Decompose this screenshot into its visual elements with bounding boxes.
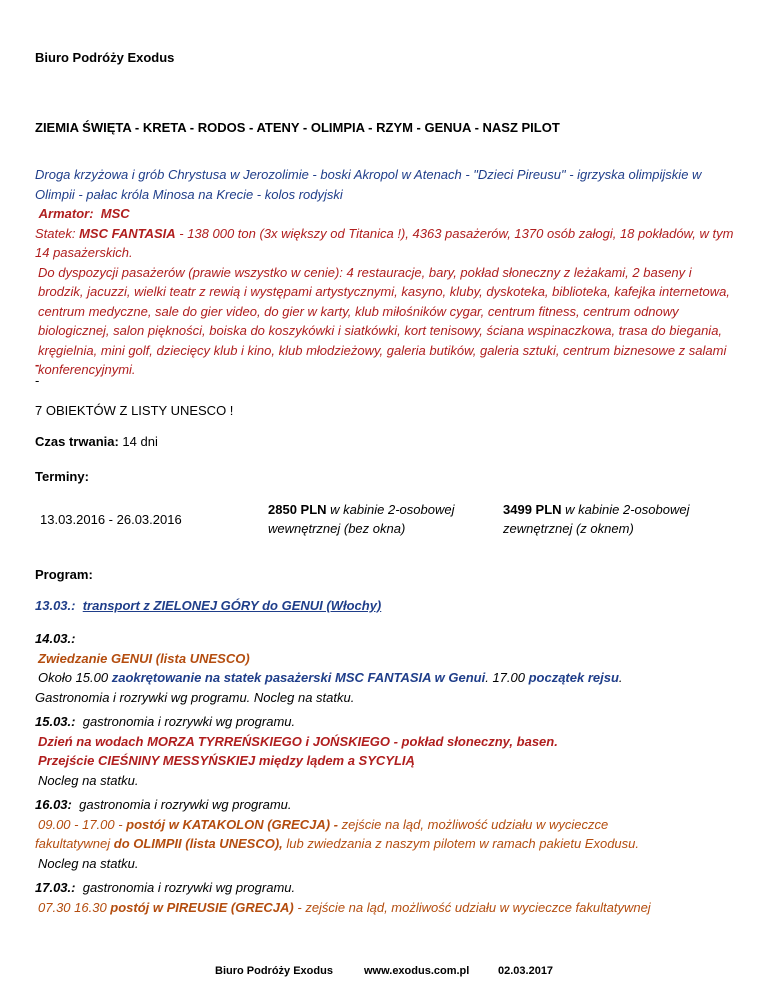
price-outer-amount: 3499 PLN xyxy=(503,502,562,517)
day-13-text: transport z ZIELONEJ GÓRY do GENUI (Włochy) xyxy=(82,598,382,613)
ship-label: Statek: xyxy=(35,225,76,241)
price-outer-desc1: w kabinie 2-osobowej xyxy=(561,502,690,517)
intro-block xyxy=(35,165,735,380)
footer-company: Biuro Podróży Exodus xyxy=(215,965,333,977)
intro-highlights: Droga krzyżowa i grób Chrystusa w Jerozolimie - boski Akropol w Atenach - "Dzieci Pireusu" - igrzyska olimpijskie w Olimpii - pałac króla Minosa na Krecie - kolos rodyjski xyxy=(35,167,702,202)
day-14-line3: Gastronomia i rozrywki wg programu. Nocleg na statku. xyxy=(35,689,355,705)
day-14-mid: . 17.00 xyxy=(485,670,529,685)
duration-line xyxy=(35,434,158,449)
day-15-line1: gastronomia i rozrywki wg programu. xyxy=(82,714,296,729)
dash-red: - xyxy=(35,357,40,372)
day-16-time: 09.00 - 17.00 - xyxy=(38,816,127,832)
dash-black: - xyxy=(35,373,40,388)
terms-label: Terminy: xyxy=(35,469,89,484)
day-16-line4: Nocleg na statku. xyxy=(38,855,139,871)
footer-url: www.exodus.com.pl xyxy=(364,965,470,977)
program-day-15 xyxy=(35,712,558,790)
day-16-guide: lub zwiedzania z naszym pilotem w ramach pakietu Exodusu. xyxy=(282,836,640,851)
program-day-17 xyxy=(35,878,651,917)
day-14-end: . xyxy=(618,670,623,685)
day-16-stop: postój w KATAKOLON (GRECJA) - xyxy=(126,816,339,832)
day-15-line3: Przejście CIEŚNINY MESSYŃSKIEJ między lądem a SYCYLIĄ xyxy=(38,753,415,768)
day-14-time: Około 15.00 xyxy=(38,670,112,685)
day-13-date: 13.03.: xyxy=(35,598,76,613)
unesco-line: 7 OBIEKTÓW Z LISTY UNESCO ! xyxy=(35,403,234,418)
day-14-cruise-start: początek rejsu xyxy=(528,670,619,685)
day-16-date: 16.03: xyxy=(35,797,72,812)
day-17-time: 07.30 16.30 xyxy=(38,899,111,915)
armator-label: Armator: xyxy=(38,206,94,221)
program-day-16 xyxy=(35,795,639,873)
armator-value: MSC xyxy=(100,206,130,221)
ship-details: - 138 000 ton (3x większy od Titanica !), 4363 pasażerów, 1370 osób załogi, 18 pokładów, w tym 14 pasażerskich. xyxy=(35,225,734,260)
day-15-line2: Dzień na wodach MORZA TYRREŃSKIEGO i JOŃSKIEGO - pokład słoneczny, basen. xyxy=(38,733,558,749)
day-16-optional: fakultatywnej xyxy=(35,836,114,851)
day-17-line2 xyxy=(35,898,651,918)
day-14-date: 14.03.: xyxy=(35,631,76,646)
price-inner-desc2: wewnętrznej (bez okna) xyxy=(268,521,406,536)
duration-value: 14 dni xyxy=(118,434,158,449)
day-17-line1: gastronomia i rozrywki wg programu. xyxy=(82,880,296,895)
term-date: 13.03.2016 - 26.03.2016 xyxy=(40,512,182,527)
company-header: Biuro Podróży Exodus xyxy=(35,50,175,65)
duration-label: Czas trwania: xyxy=(35,434,119,449)
price-outer-cabin xyxy=(503,500,689,538)
armator-line xyxy=(35,204,735,224)
day-14-line1: Zwiedzanie GENUI (lista UNESCO) xyxy=(38,650,250,666)
day-15-line4: Nocleg na statku. xyxy=(38,772,139,788)
day-17-stop: postój w PIREUSIE (GRECJA) xyxy=(110,899,294,915)
day-17-shore: - zejście na ląd, możliwość udziału w wycieczce fakultatywnej xyxy=(293,899,651,915)
price-inner-amount: 2850 PLN xyxy=(268,502,327,517)
program-label: Program: xyxy=(35,567,93,582)
day-14-line2 xyxy=(35,668,623,688)
day-16-shore: zejście na ląd, możliwość udziału w wycieczce xyxy=(338,816,609,832)
day-16-line3 xyxy=(35,834,639,854)
day-17-date: 17.03.: xyxy=(35,880,76,895)
amenities-text: Do dyspozycji pasażerów (prawie wszystko w cenie): 4 restauracje, bary, pokład słoneczny z leżakami, 2 baseny i brodzik, jacuzzi, wielki teatr z rewią i występami artystycznymi, kasyno, kluby, dyskoteka, biblioteka, kafejka internetowa, centrum medyczne, sale do gier video, do gier w karty, klub miłośników cygar, centrum fitness, centrum odnowy biologicznej, salon piękności, boiska do koszykówki i siatkówki, kort tenisowy, ściana wspinaczkowa, trasa do biegania, kręgielnia, mini golf, dziecięcy klub i kino, klub młodzieżowy, galeria butików, galeria sztuki, centrum biznesowe z salami konferencyjnymi. xyxy=(38,264,730,377)
day-16-line2 xyxy=(35,815,639,835)
program-day-14 xyxy=(35,629,623,707)
price-inner-desc1: w kabinie 2-osobowej xyxy=(326,502,455,517)
day-15-date: 15.03.: xyxy=(35,714,76,729)
day-16-line1: gastronomia i rozrywki wg programu. xyxy=(79,797,292,812)
price-outer-desc2: zewnętrznej (z oknem) xyxy=(503,521,634,536)
footer-date: 02.03.2017 xyxy=(498,965,554,977)
program-day-13 xyxy=(35,598,381,614)
ship-info xyxy=(35,224,735,263)
ship-name: MSC FANTASIA xyxy=(79,225,176,241)
day-14-boarding: zaokrętowanie na statek pasażerski MSC FANTASIA w Genui xyxy=(111,670,486,685)
page-title: ZIEMIA ŚWIĘTA - KRETA - RODOS - ATENY - OLIMPIA - RZYM - GENUA - NASZ PILOT xyxy=(35,120,560,135)
day-16-olympia: do OLIMPII (lista UNESCO), xyxy=(113,836,283,851)
price-inner-cabin xyxy=(268,500,454,538)
